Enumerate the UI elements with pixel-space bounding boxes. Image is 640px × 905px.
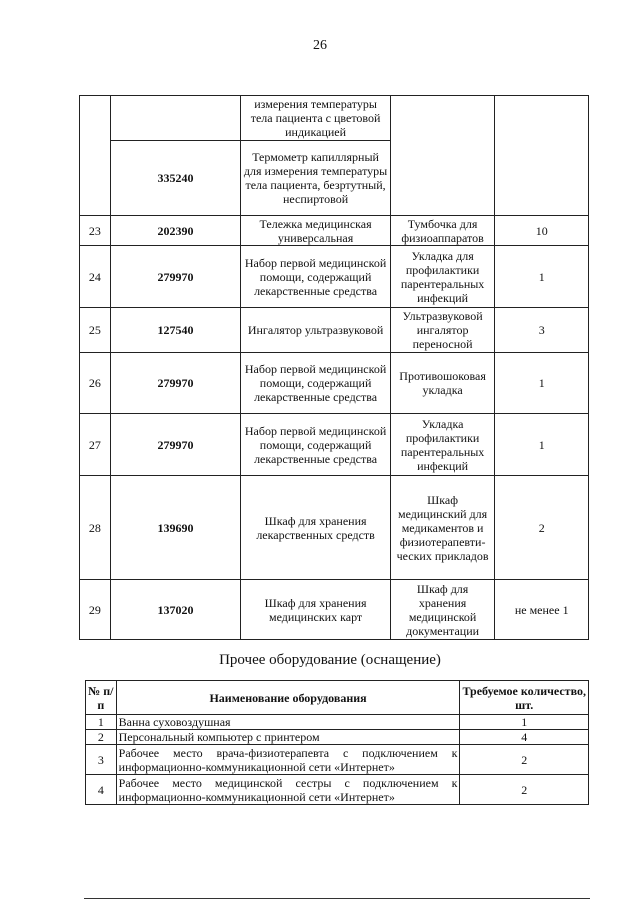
row-kind: Укладка для профилактики парентеральных инфекций <box>390 246 495 308</box>
header-name: Наименование оборудования <box>116 681 460 715</box>
row-name: Рабочее место медицинской сестры с подключением к информационно-коммуникационной сети «Интернет» <box>116 775 460 805</box>
row-qty: 1 <box>495 414 589 476</box>
row-number: 1 <box>86 715 117 730</box>
row-kind: Ультразвуковой ингалятор переносной <box>390 308 495 353</box>
table-row <box>86 775 589 805</box>
row-code: 139690 <box>110 476 241 580</box>
row-kind: Противошоковая укладка <box>390 353 495 414</box>
table-row <box>80 414 589 476</box>
table-row <box>80 96 589 141</box>
row-number: 23 <box>80 216 111 246</box>
row-name: Термометр капиллярный для измерения температуры тела пациента, безртутный, неспиртовой <box>241 141 390 216</box>
row-name: Шкаф для хранения лекарственных средств <box>241 476 390 580</box>
row-name: Рабочее место врача-физиотерапевта с подключением к информационно-коммуникационной сети «Интернет» <box>116 745 460 775</box>
row-kind: Тумбочка для физиоаппаратов <box>390 216 495 246</box>
section-title: Прочее оборудование (оснащение) <box>219 652 441 668</box>
row-code: 279970 <box>110 414 241 476</box>
row-qty: 2 <box>495 476 589 580</box>
row-code <box>110 96 241 141</box>
table-row <box>80 246 589 308</box>
row-code: 279970 <box>110 246 241 308</box>
row-name: Набор первой медицинской помощи, содержащий лекарственные средства <box>241 353 390 414</box>
header-number: № п/п <box>86 681 117 715</box>
row-code: 202390 <box>110 216 241 246</box>
other-equipment-table <box>85 680 589 805</box>
table-row <box>80 308 589 353</box>
row-code: 279970 <box>110 353 241 414</box>
row-qty: 10 <box>495 216 589 246</box>
row-kind <box>390 96 495 216</box>
row-qty: 1 <box>495 246 589 308</box>
row-name: измерения температуры тела пациента с цветовой индикацией <box>241 96 390 141</box>
header-qty: Требуемое количество, шт. <box>460 681 589 715</box>
row-number: 28 <box>80 476 111 580</box>
row-number: 25 <box>80 308 111 353</box>
row-number: 29 <box>80 580 111 640</box>
row-name: Шкаф для хранения медицинских карт <box>241 580 390 640</box>
row-code: 127540 <box>110 308 241 353</box>
table-header-row <box>86 681 589 715</box>
row-number <box>80 96 111 216</box>
row-qty: не менее 1 <box>495 580 589 640</box>
row-name: Набор первой медицинской помощи, содержащий лекарственные средства <box>241 246 390 308</box>
row-qty <box>495 96 589 216</box>
row-number: 27 <box>80 414 111 476</box>
row-qty: 1 <box>495 353 589 414</box>
row-qty: 4 <box>460 730 589 745</box>
table-row <box>86 715 589 730</box>
row-number: 26 <box>80 353 111 414</box>
row-name: Ингалятор ультразвуковой <box>241 308 390 353</box>
row-name: Набор первой медицинской помощи, содержащий лекарственные средства <box>241 414 390 476</box>
row-kind: Шкаф для хранения медицинской документации <box>390 580 495 640</box>
table-row <box>80 580 589 640</box>
equipment-table <box>79 95 589 640</box>
table-row <box>86 730 589 745</box>
row-name: Ванна суховоздушная <box>116 715 460 730</box>
table-row <box>80 476 589 580</box>
row-number: 4 <box>86 775 117 805</box>
page-bottom-rule <box>84 898 590 899</box>
row-code: 137020 <box>110 580 241 640</box>
row-code: 335240 <box>110 141 241 216</box>
table-row <box>80 353 589 414</box>
row-name: Тележка медицинская универсальная <box>241 216 390 246</box>
table-row <box>80 216 589 246</box>
table-row <box>86 745 589 775</box>
row-kind: Укладка профилактики парентеральных инфекций <box>390 414 495 476</box>
row-number: 24 <box>80 246 111 308</box>
row-number: 3 <box>86 745 117 775</box>
row-kind: Шкаф медицинский для медикаментов и физиотерапевти-ческих прикладов <box>390 476 495 580</box>
row-number: 2 <box>86 730 117 745</box>
row-qty: 1 <box>460 715 589 730</box>
page-number: 26 <box>313 38 327 53</box>
row-name: Персональный компьютер с принтером <box>116 730 460 745</box>
row-qty: 2 <box>460 745 589 775</box>
row-qty: 2 <box>460 775 589 805</box>
row-qty: 3 <box>495 308 589 353</box>
